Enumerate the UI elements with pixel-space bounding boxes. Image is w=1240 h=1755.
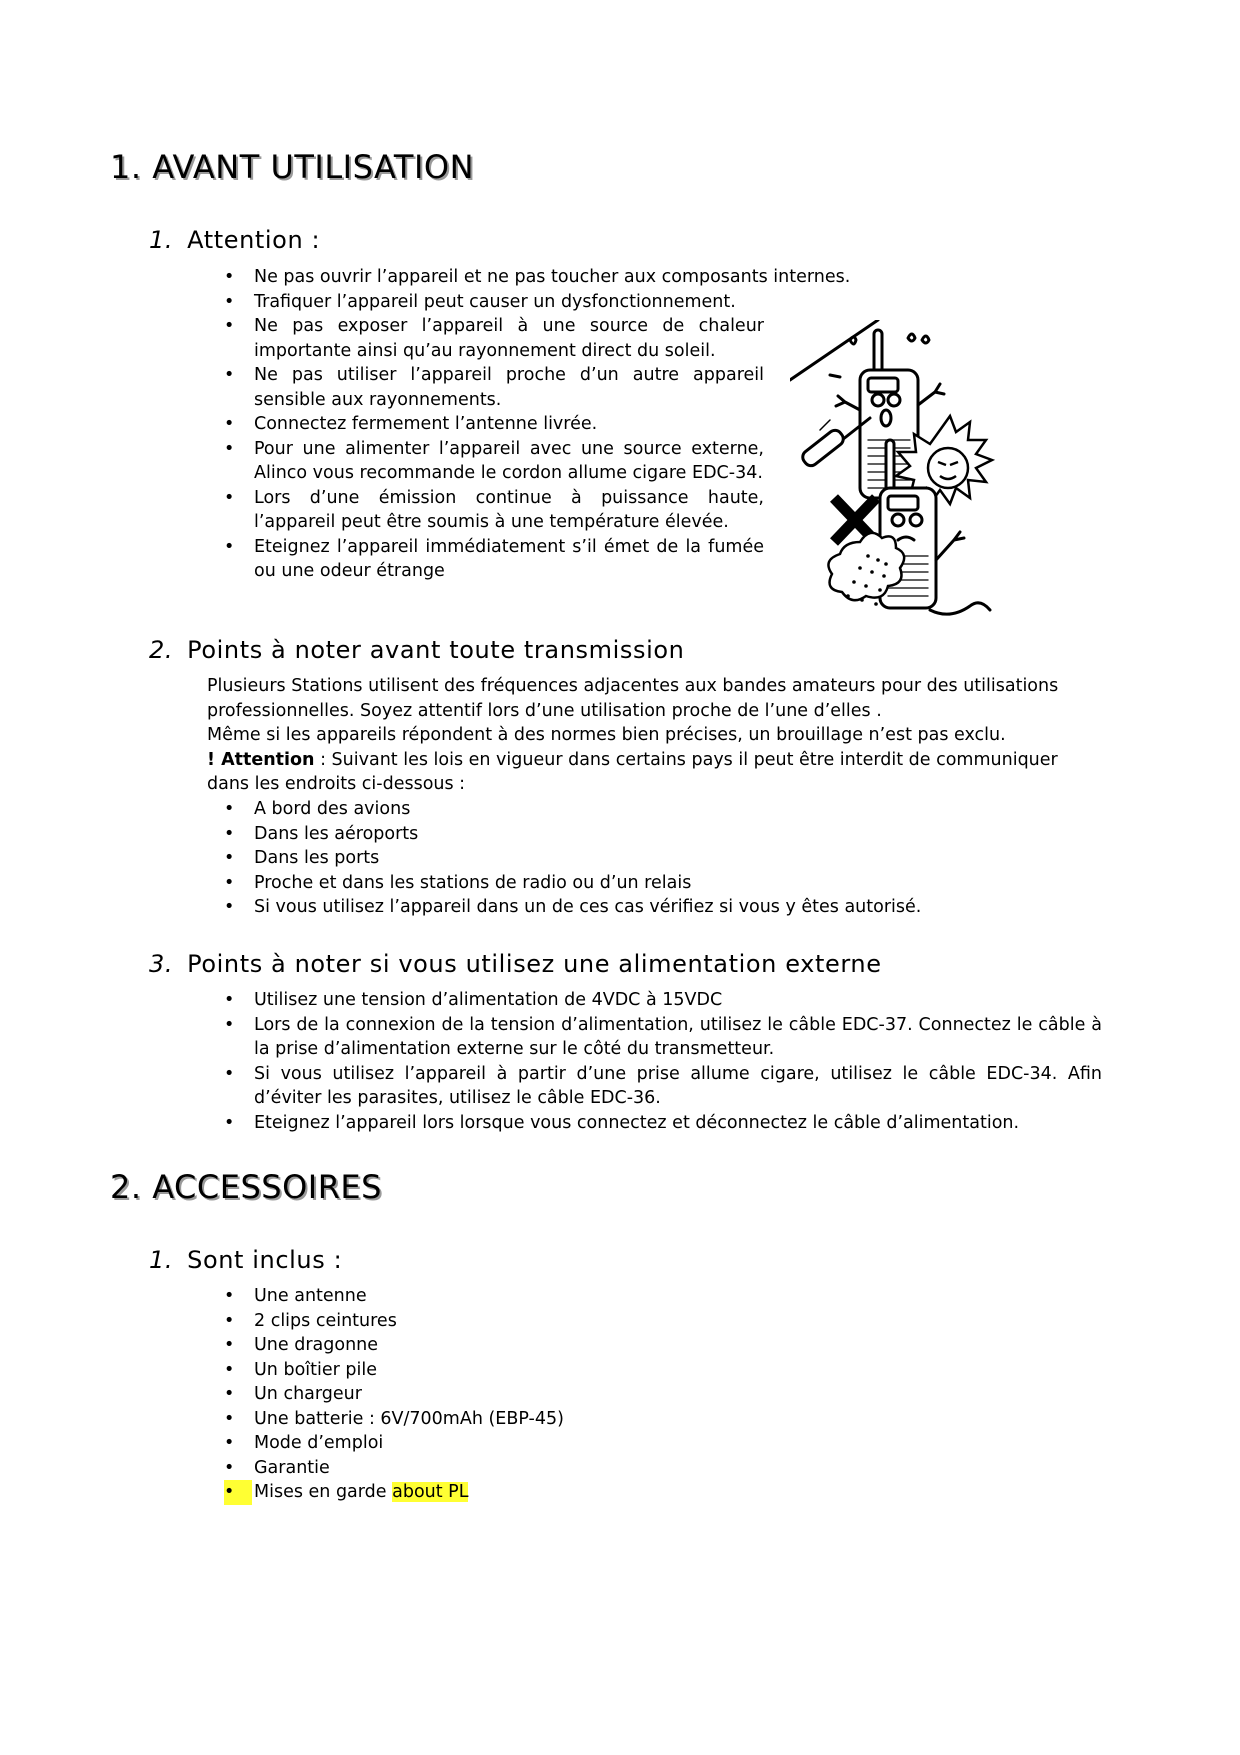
list-item: • Dans les ports [224,846,1104,871]
list-item: • Trafiquer l’appareil peut causer un dysfonctionnement. [224,290,1104,315]
subsection-title-external-power [149,950,882,978]
list-item: • Pour une alimenter l’appareil avec une source externe, Alinco vous recommande le cordon allume cigare EDC-34. [224,437,764,486]
paragraph: Plusieurs Stations utilisent des fréquences adjacentes aux bandes amateurs pour des utilisations professionnelles. Soyez attentif lors d’une utilisation proche de l’une d’elles . [207,676,1059,721]
subsection-label: Sont inclus : [187,1246,343,1274]
list-item: • Un boîtier pile [224,1358,1104,1383]
list-item-highlighted [224,1480,1104,1505]
subsection-label: Attention : [187,226,321,254]
attention-list-wrapped [224,314,764,584]
external-power-list [224,988,1102,1135]
list-item: • A bord des avions [224,797,1104,822]
list-item: • Ne pas exposer l’appareil à une source de chaleur importante ainsi qu’au rayonnement direct du soleil. [224,314,764,363]
list-item: • Lors de la connexion de la tension d’alimentation, utilisez le câble EDC-37. Connectez le câble à la prise d’alimentation externe sur le côté du transmetteur. [224,1013,1102,1062]
subsection-title-attention [149,226,320,254]
list-item: • Une batterie : 6V/700mAh (EBP-45) [224,1407,1104,1432]
list-item: • Eteignez l’appareil lors lorsque vous connectez et déconnectez le câble d’alimentation. [224,1111,1102,1136]
list-item: • Ne pas utiliser l’appareil proche d’un autre appareil sensible aux rayonnements. [224,363,764,412]
transmission-paragraphs [207,674,1087,797]
subsection-title-transmission [149,636,684,664]
subsection-number: 1. [149,1246,174,1274]
list-item: • Une dragonne [224,1333,1104,1358]
subsection-title-inclus [149,1246,342,1274]
list-item: • Utilisez une tension d’alimentation de 4VDC à 15VDC [224,988,1102,1013]
warning-illustration [790,320,1050,650]
list-item-text: Mises en garde [254,1482,393,1502]
list-item: • Un chargeur [224,1382,1104,1407]
list-item: • Si vous utilisez l’appareil dans un de ces cas vérifiez si vous y êtes autorisé. [224,895,1104,920]
section-title-avant-utilisation: 1. AVANT UTILISATION [110,148,475,186]
subsection-label: Points à noter avant toute transmission [187,636,685,664]
attention-text: : Suivant les lois en vigueur dans certains pays il peut être interdit de communiquer dans les endroits ci-dessous : [207,749,1058,794]
list-item: • Ne pas ouvrir l’appareil et ne pas toucher aux composants internes. [224,265,1104,290]
subsection-number: 1. [149,226,174,254]
attention-label: ! Attention [207,749,315,770]
list-item: • Connectez fermement l’antenne livrée. [224,412,764,437]
subsection-number: 3. [149,950,174,978]
list-item: • Une antenne [224,1284,1104,1309]
list-item: • Proche et dans les stations de radio ou d’un relais [224,871,1104,896]
section-title-accessoires: 2. ACCESSOIRES [110,1168,382,1206]
included-items-list [224,1284,1104,1505]
paragraph: Même si les appareils répondent à des normes bien précises, un brouillage n’est pas exclu. [207,725,1006,745]
list-item: • Garantie [224,1456,1104,1481]
subsection-label: Points à noter si vous utilisez une alimentation externe [187,950,882,978]
attention-paragraph [207,748,1087,797]
list-item: • Eteignez l’appareil immédiatement s’il émet de la fumée ou une odeur étrange [224,535,764,584]
highlighted-text: about PL [392,1482,469,1502]
list-item: • Lors d’une émission continue à puissance haute, l’appareil peut être soumis à une température élevée. [224,486,764,535]
subsection-number: 2. [149,636,174,664]
list-item: • 2 clips ceintures [224,1309,1104,1334]
restricted-places-list [224,797,1104,920]
list-item: • Mode d’emploi [224,1431,1104,1456]
attention-list-top [224,265,1104,314]
list-item: • Dans les aéroports [224,822,1104,847]
list-item: • Si vous utilisez l’appareil à partir d’une prise allume cigare, utilisez le câble EDC-34. Afin d’éviter les parasites, utilisez le câble EDC-36. [224,1062,1102,1111]
